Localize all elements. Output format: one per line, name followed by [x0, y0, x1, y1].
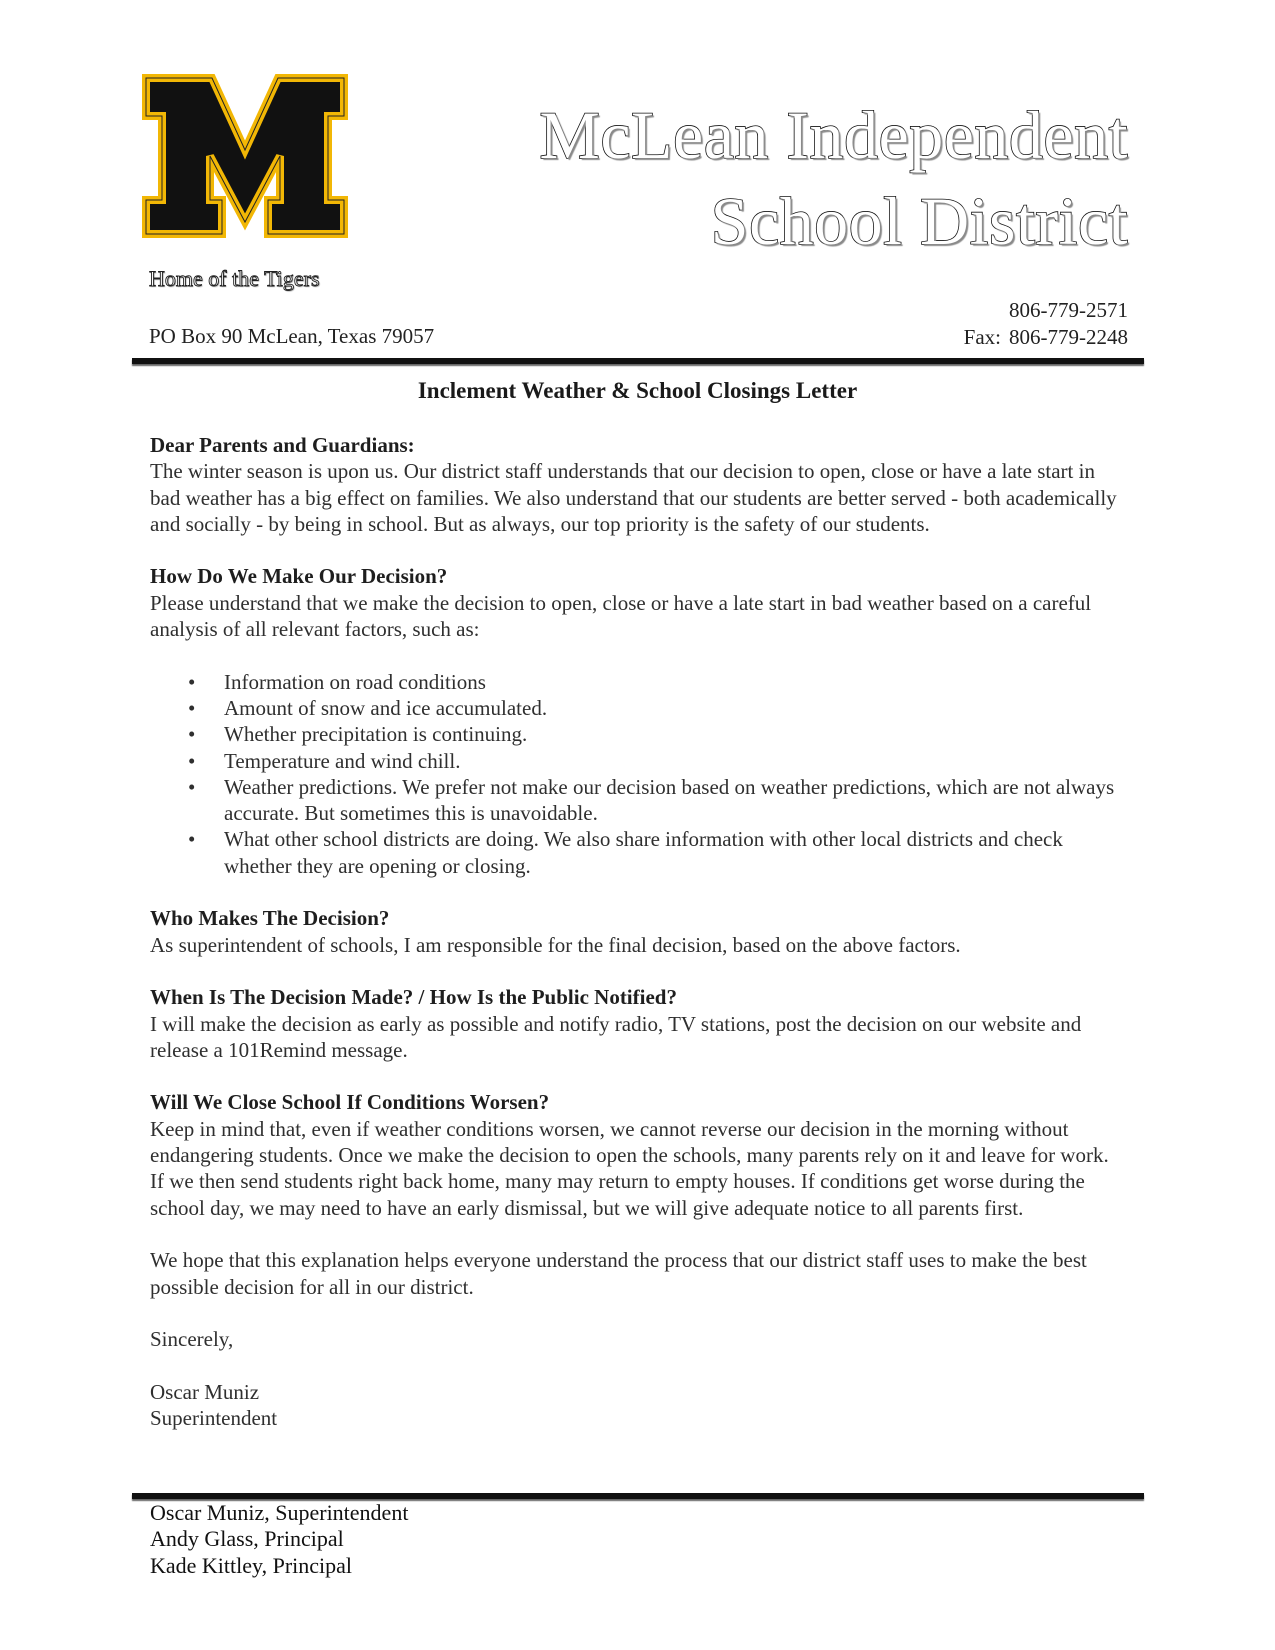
footer-divider [132, 1493, 1144, 1499]
signer-name: Oscar Muniz [150, 1379, 260, 1404]
factors-list [150, 669, 1125, 879]
bullet-icon: • [188, 827, 196, 852]
section-heading: When Is The Decision Made? / How Is the Public Notified? [150, 985, 677, 1010]
bullet-icon: • [188, 774, 196, 799]
list-item [150, 721, 1125, 747]
list-item [150, 669, 1125, 695]
district-name [539, 92, 1128, 264]
bullet-icon: • [188, 669, 196, 694]
section-text: Please understand that we make the decision to open, close or have a late start in bad weather based on a careful analysis of all relevant factors, such as: [150, 590, 1092, 642]
district-name-line2: School District [710, 183, 1128, 259]
district-name-line1: McLean Independent [539, 97, 1128, 173]
signoff: Sincerely, [150, 1327, 234, 1352]
contact-info [964, 297, 1128, 351]
district-motto: Home of the Tigers [149, 266, 320, 291]
staff-list [150, 1500, 408, 1579]
closing-paragraph: We hope that this explanation helps everyone understand the process that our district staff uses to make the best possible decision for all in our district. [150, 1248, 1087, 1299]
staff-member: Andy Glass, Principal [150, 1526, 344, 1552]
section-decision-process [150, 563, 1125, 642]
list-item-text: Whether precipitation is continuing. [224, 722, 528, 747]
list-item [150, 695, 1125, 721]
section-text: Keep in mind that, even if weather conditions worsen, we cannot reverse our decision in the morning without endangering students. Once we make the decision to open the schools, many parents rely on it and leave for work. If we then send students right back home, many may return to empty houses. If conditions get worse during the school day, we may need to have an early dismissal, but we will give adequate notice to all parents first. [150, 1116, 1109, 1220]
list-item [150, 748, 1125, 774]
list-item-text: Temperature and wind chill. [224, 748, 461, 773]
list-item [150, 774, 1125, 827]
intro-text: The winter season is upon us. Our district staff understands that our decision to open, close or have a late start in bad weather has a big effect on families. We also understand that our students are better served - both academically and socially - by being in school. But as always, our top priority is the safety of our students. [150, 459, 1117, 536]
signer-title: Superintendent [150, 1405, 278, 1430]
signature-block [150, 1379, 1125, 1432]
bullet-icon: • [188, 695, 196, 720]
section-text: I will make the decision as early as possible and notify radio, TV stations, post the decision on our website and release a 101Remind message. [150, 1011, 1082, 1062]
section-heading: Will We Close School If Conditions Worsen? [150, 1090, 550, 1115]
district-logo-m [140, 72, 350, 240]
letter-title: Inclement Weather & School Closings Letter [417, 378, 858, 403]
fax-line [964, 324, 1128, 351]
fax-number: 806-779-2248 [1009, 325, 1128, 349]
list-item-text: What other school districts are doing. We also share information with other local districts and check whether they are opening or closing. [224, 827, 1063, 878]
staff-member: Kade Kittley, Principal [150, 1552, 353, 1578]
staff-member: Oscar Muniz, Superintendent [150, 1500, 409, 1525]
section-conditions-worsen [150, 1089, 1125, 1220]
bullet-icon: • [188, 748, 196, 773]
bullet-icon: • [188, 722, 196, 747]
section-who-decides [150, 905, 1125, 958]
mailing-address: PO Box 90 McLean, Texas 79057 [149, 324, 435, 348]
header-divider [132, 358, 1144, 364]
greeting: Dear Parents and Guardians: [150, 433, 415, 457]
section-text: As superintendent of schools, I am responsible for the final decision, based on the above factors. [150, 932, 961, 957]
fax-label: Fax: [963, 325, 1001, 349]
letter-body [150, 432, 1125, 1431]
section-notification [150, 984, 1125, 1063]
list-item-text: Information on road conditions [224, 669, 486, 694]
intro-paragraph [150, 432, 1125, 537]
section-heading: How Do We Make Our Decision? [150, 564, 448, 589]
list-item [150, 826, 1125, 879]
phone-number: 806-779-2571 [1009, 298, 1128, 322]
list-item-text: Amount of snow and ice accumulated. [224, 695, 548, 720]
list-item-text: Weather predictions. We prefer not make our decision based on weather predictions, which are not always accurate. But sometimes this is unavoidable. [224, 774, 1115, 826]
section-heading: Who Makes The Decision? [150, 906, 390, 931]
